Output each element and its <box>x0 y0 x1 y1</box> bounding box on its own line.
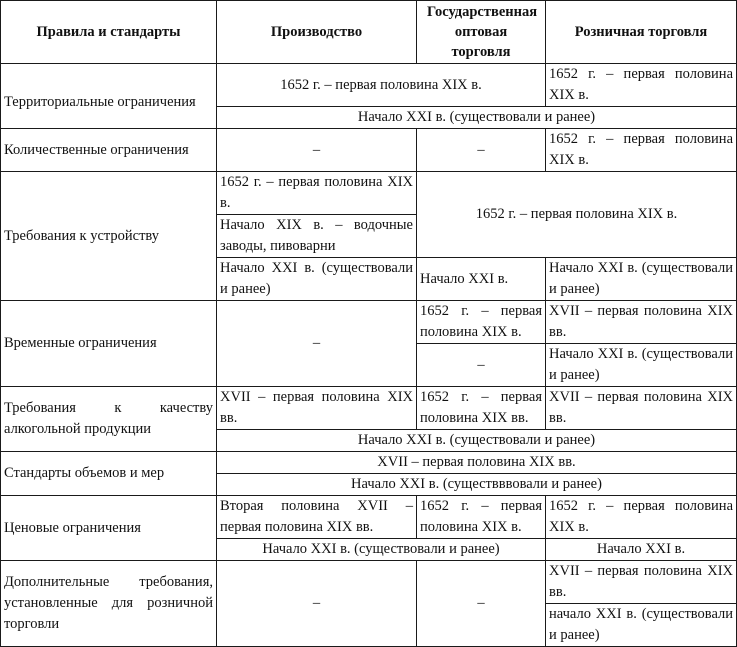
cell-retail-extra-retail-1: XVII – первая половина XIX вв. <box>546 561 737 604</box>
row-label-temporal: Временные ограничения <box>1 301 217 387</box>
cell-retail-extra-retail-2: начало XXI в. (существовали и ранее) <box>546 604 737 647</box>
row-label-quantitative: Количественные ограничения <box>1 129 217 172</box>
row-label-volumes: Стандарты объемов и мер <box>1 452 217 496</box>
cell-territorial-prod-wholesale: 1652 г. – первая половина XIX в. <box>217 64 546 107</box>
cell-territorial-retail: 1652 г. – первая половина XIX в. <box>546 64 737 107</box>
cell-quality-all: Начало XXI в. (существовали и ранее) <box>217 430 737 452</box>
row-label-quality: Требования к качеству алкогольной продукции <box>1 387 217 452</box>
cell-volumes-all-2: Начало XXI в. (существввовали и ранее) <box>217 474 737 496</box>
cell-temporal-retail-1: XVII – первая половина XIX вв. <box>546 301 737 344</box>
row-label-price: Ценовые ограничения <box>1 496 217 561</box>
cell-price-wholesale: 1652 г. – первая половина XIX в. <box>417 496 546 539</box>
row-label-device: Требования к устройству <box>1 172 217 301</box>
cell-device-wholesale-3: Начало XXI в. <box>417 258 546 301</box>
cell-device-retail-3: Начало XXI в. (существовали и ранее) <box>546 258 737 301</box>
cell-quantitative-wholesale: – <box>417 129 546 172</box>
header-wholesale: Государственная оптовая торговля <box>417 1 546 64</box>
cell-volumes-all-1: XVII – первая половина XIX вв. <box>217 452 737 474</box>
table-row <box>1 452 737 474</box>
cell-temporal-production: – <box>217 301 417 387</box>
cell-device-production-3: Начало XXI в. (существовали и ранее) <box>217 258 417 301</box>
cell-price-retail: 1652 г. – первая половина XIX в. <box>546 496 737 539</box>
header-retail: Розничная торговля <box>546 1 737 64</box>
header-rules: Правила и стандарты <box>1 1 217 64</box>
cell-temporal-wholesale-2: – <box>417 344 546 387</box>
cell-temporal-wholesale-1: 1652 г. – первая половина XIX в. <box>417 301 546 344</box>
table-row <box>1 129 737 172</box>
cell-device-production-2: Начало XIX в. – водочные заводы, пивоварни <box>217 215 417 258</box>
cell-price-prod-wholesale-2: Начало XXI в. (существовали и ранее) <box>217 539 546 561</box>
cell-device-wholesale-retail: 1652 г. – первая половина XIX в. <box>417 172 737 258</box>
cell-device-production-1: 1652 г. – первая половина XIX в. <box>217 172 417 215</box>
table-row <box>1 301 737 344</box>
cell-territorial-all: Начало XXI в. (существовали и ранее) <box>217 107 737 129</box>
cell-retail-extra-wholesale: – <box>417 561 546 647</box>
table-row <box>1 64 737 107</box>
cell-quantitative-production: – <box>217 129 417 172</box>
cell-retail-extra-production: – <box>217 561 417 647</box>
header-row <box>1 1 737 64</box>
table-row <box>1 172 737 215</box>
table-row <box>1 496 737 539</box>
cell-temporal-retail-2: Начало XXI в. (существовали и ранее) <box>546 344 737 387</box>
cell-quality-wholesale: 1652 г. – первая половина XIX вв. <box>417 387 546 430</box>
header-production: Производство <box>217 1 417 64</box>
table-row <box>1 561 737 604</box>
table-row <box>1 387 737 430</box>
cell-quality-retail: XVII – первая половина XIX вв. <box>546 387 737 430</box>
cell-price-retail-2: Начало XXI в. <box>546 539 737 561</box>
row-label-territorial: Территориальные ограничения <box>1 64 217 129</box>
cell-quantitative-retail: 1652 г. – первая половина XIX в. <box>546 129 737 172</box>
row-label-retail-extra: Дополнительные требования, установленные для розничной торговли <box>1 561 217 647</box>
cell-quality-production: XVII – первая половина XIX вв. <box>217 387 417 430</box>
cell-price-production: Вторая половина XVII – первая половина XIX вв. <box>217 496 417 539</box>
